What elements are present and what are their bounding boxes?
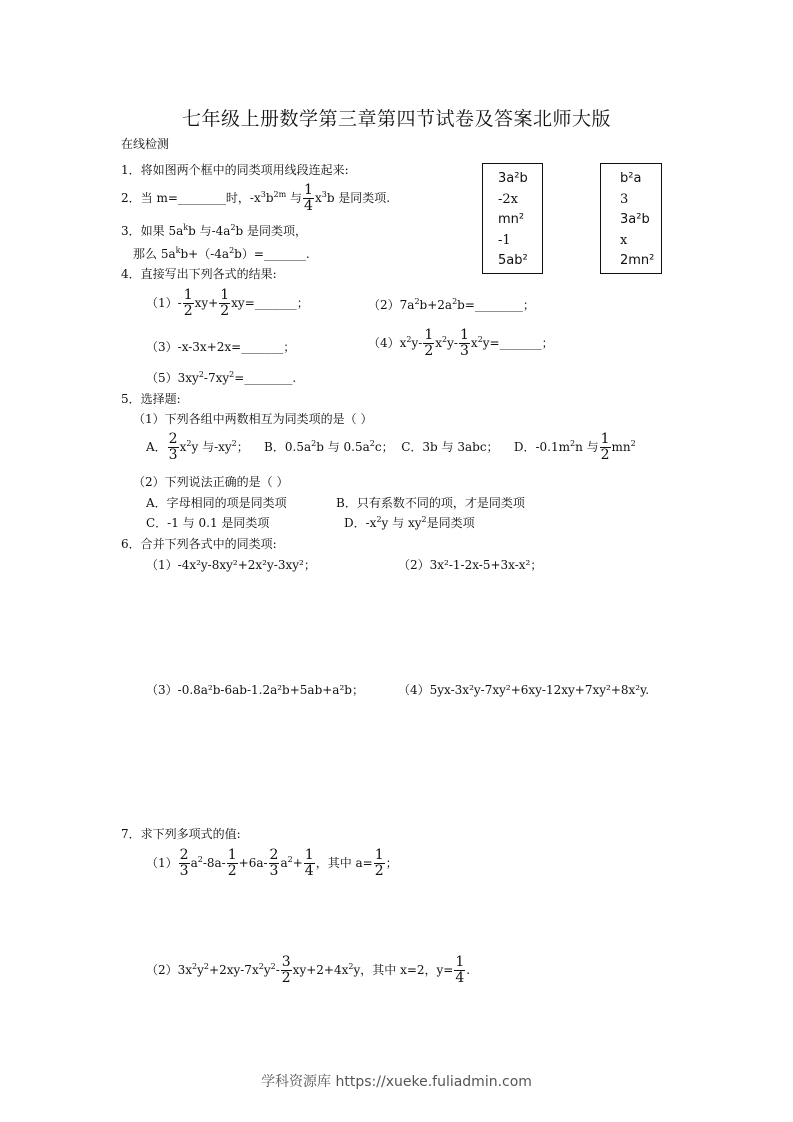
section-heading: 在线检测 [121, 137, 170, 151]
question-7-part-1: （1） $\frac{2}{3}$ $a^2-8a-$ $\frac{1}{2}$ +6a- $\frac{2}{3}$ $a^2+$ $\frac{1}{4}$ ，其中 a= $\frac{1}{2}$ ； [146, 847, 398, 879]
question-6-part-4: （4）5yx-3x²y-7xy²+6xy-12xy+7xy²+8x²y. [398, 683, 650, 697]
left-term-4: -1 [498, 232, 511, 248]
left-term-2: -2x [498, 191, 518, 207]
right-term-3: 3a²b [620, 212, 650, 227]
question-5-sub-2-option-c: C．-1 与 0.1 是同类项 [146, 516, 270, 530]
question-6-part-1: （1）-4x²y-8xy²+2x²y-3xy²； [146, 558, 316, 572]
left-term-3: mn² [498, 212, 525, 227]
page-title: 七年级上册数学第三章第四节试卷及答案北师大版 [181, 108, 611, 130]
question-5-sub-2-option-a: A．字母相同的项是同类项 [146, 496, 287, 510]
question-6-part-3: （3）-0.8a²b-6ab-1.2a²b+5ab+a²b； [146, 683, 364, 697]
right-term-4: x [620, 232, 628, 248]
right-term-1: b²a [620, 171, 642, 186]
left-term-box [482, 163, 543, 274]
question-1: 1．将如图两个框中的同类项用线段连起来: [121, 163, 349, 177]
question-4-part-2: $(2)7a^2b+2a^2b=\_\_\_\_\_\_\_\_$； [368, 297, 535, 312]
question-4-part-3: （3）-x-3x+2x=_______； [146, 340, 296, 354]
question-7-part-2: $(2)3x^2y^2+2xy-7x^2y^2-$ $\frac{3}{2}$ $xy+2+4x^2y$，其中 x=2，y= $\frac{1}{4}$ . [146, 954, 471, 986]
question-5-sub-2-option-b: B．只有系数不同的项，才是同类项 [336, 496, 525, 510]
question-4-part-4: $(4)x^2y-$ $\frac{1}{2}$ $x^2y-$ $\frac{1}{3}$ $x^2y=\_\_\_\_\_\_\_$； [368, 327, 554, 359]
question-5-sub-1-options: A． $\frac{2}{3}$ $x^2y$ 与$-xy^2$； B．$0.5a^2b$ 与 $0.5a^2c$； C．3b 与 3abc； D．$-0.1m^2n$ 与 $\frac{1}{2}$ $mn^2$ [146, 431, 636, 463]
right-term-2: 3 [620, 191, 629, 207]
fraction: $\frac{1}{4}$ [304, 182, 313, 214]
left-term-5: 5ab² [498, 253, 528, 268]
question-6: 6．合并下列各式中的同类项: [121, 537, 277, 551]
question-5-sub-2-option-d: D．$-x^2y$ 与 $xy^2$是同类项 [344, 515, 475, 530]
right-term-5: 2mn² [620, 253, 655, 268]
left-term-1: 3a²b [498, 171, 528, 186]
question-5-sub-2: （2）下列说法正确的是（ ） [133, 475, 289, 489]
question-3-line-1: 3．如果 $5a^kb$ 与$-4a^2b$ 是同类项， [121, 223, 308, 238]
question-2: 2．当 m=________时，$-x^3b^{2m}$ 与 $\frac{1}{4}$ $x^3b$ 是同类项. [121, 182, 391, 214]
question-7: 7．求下列多项式的值: [121, 827, 241, 841]
question-6-part-2: （2）3x²-1-2x-5+3x-x²； [398, 558, 543, 572]
question-4-part-1: （1）- $\frac{1}{2}$ xy+ $\frac{1}{2}$ xy=_______； [146, 287, 309, 319]
question-3-line-2: 那么 $5a^kb+(-4a^2b)=\_\_\_\_\_\_\_$. [133, 246, 310, 261]
question-4: 4．直接写出下列各式的结果: [121, 267, 277, 281]
question-4-part-5: $(5)3xy^2-7xy^2=\_\_\_\_\_\_\_\_$. [146, 370, 297, 385]
question-5: 5．选择题: [121, 392, 181, 406]
right-term-box [600, 163, 662, 274]
question-5-sub-1: （1）下列各组中两数相互为同类项的是（ ） [133, 412, 373, 426]
footer-source: 学科资源库 https://xueke.fuliadmin.com [261, 1074, 532, 1090]
